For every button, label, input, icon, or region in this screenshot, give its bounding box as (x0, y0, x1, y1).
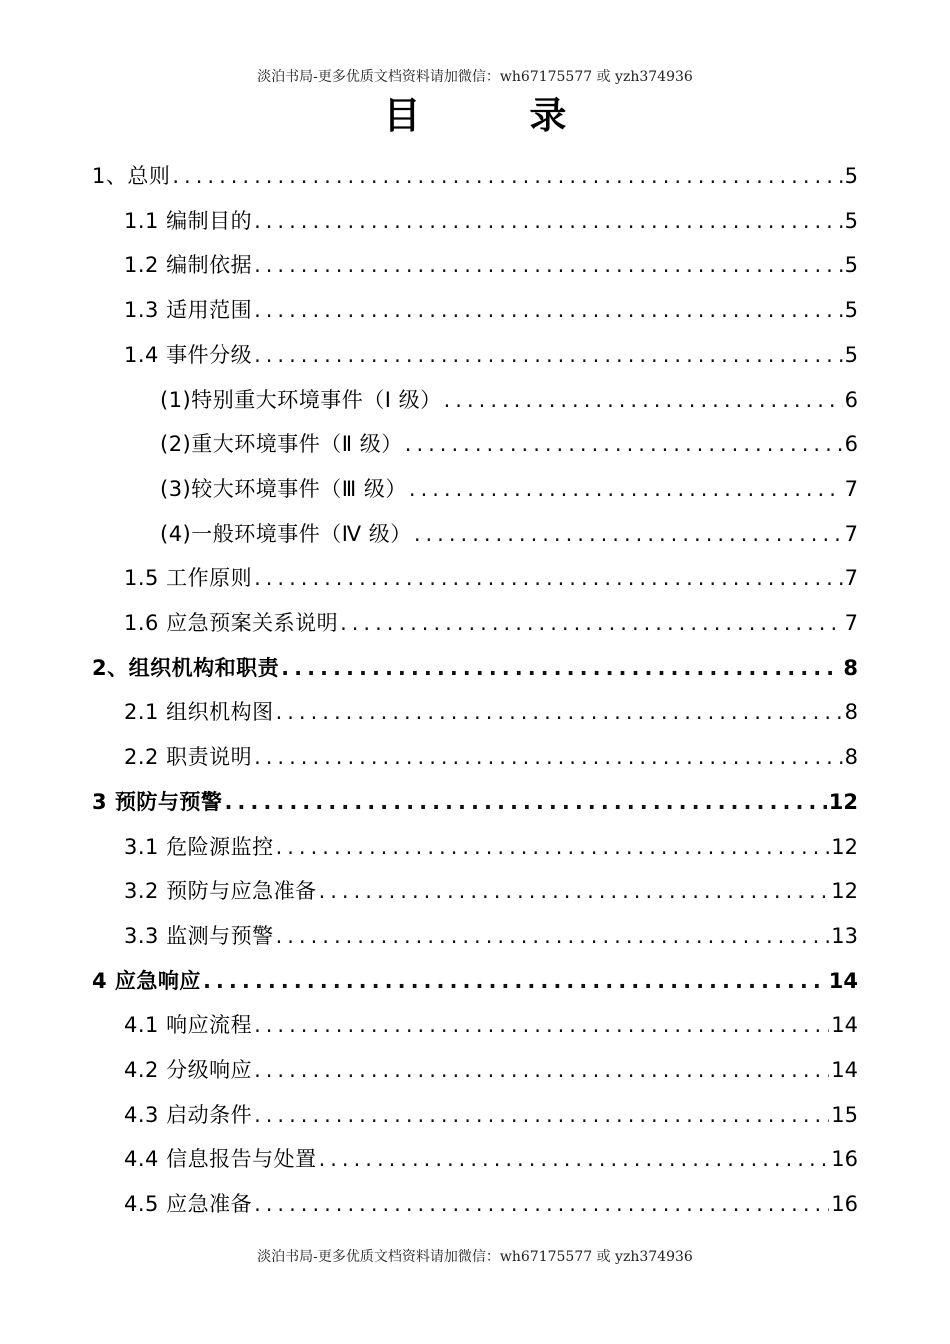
toc-entry-title: 4.1 响应流程 (124, 1013, 253, 1038)
toc-page-number: 7 (844, 566, 858, 591)
toc-dot-leader (319, 869, 830, 913)
toc-entry-title: 1.1 编制目的 (124, 208, 253, 233)
toc-entry[interactable] (124, 1003, 858, 1047)
toc-entry[interactable] (124, 914, 858, 958)
footer-watermark: 淡泊书局-更多优质文档资料请加微信：wh67175577 或 yzh374936 (257, 1249, 693, 1265)
toc-dot-leader (254, 243, 843, 287)
toc-entry[interactable] (124, 199, 858, 243)
toc-page-number: 7 (844, 611, 858, 635)
toc-entry-title: (1)特别重大环境事件（Ⅰ 级） (160, 387, 442, 412)
toc-entry[interactable] (92, 646, 858, 690)
toc-dot-leader (409, 467, 843, 511)
toc-entry[interactable] (124, 825, 858, 869)
toc-page-number: 8 (844, 700, 858, 725)
toc-entry-title: (2)重大环境事件（Ⅱ 级） (160, 432, 403, 457)
toc-entry-title: (3)较大环境事件（Ⅲ 级） (160, 476, 407, 501)
toc-dot-leader (172, 154, 842, 198)
toc-page-number: 14 (831, 1058, 858, 1082)
toc-entry[interactable] (92, 959, 858, 1003)
toc-entry[interactable] (124, 601, 858, 645)
toc-page-number: 12 (831, 834, 858, 859)
toc-entry-title: 3 预防与预警 (92, 789, 223, 814)
toc-entry-title: 1.5 工作原则 (124, 566, 253, 591)
header-watermark: 淡泊书局-更多优质文档资料请加微信：wh67175577 或 yzh374936 (257, 69, 693, 85)
toc-dot-leader (254, 199, 843, 243)
toc-dot-leader (276, 690, 843, 734)
toc-page-number: 5 (844, 253, 858, 278)
toc-entry[interactable] (124, 1093, 858, 1137)
toc-entry-title: 4 应急响应 (92, 968, 201, 993)
toc-dot-leader (405, 422, 843, 466)
toc-page-number: 8 (843, 655, 858, 680)
toc-page-number: 5 (844, 298, 858, 323)
toc-page-number: 8 (844, 745, 858, 770)
toc-dot-leader (319, 1137, 830, 1181)
toc-page-number: 15 (831, 1102, 858, 1127)
toc-page-number: 5 (844, 342, 858, 367)
toc-dot-leader (276, 825, 830, 869)
toc-entry-title: 4.4 信息报告与处置 (124, 1147, 317, 1172)
toc-entry[interactable] (160, 467, 858, 511)
toc-dot-leader (203, 959, 827, 1003)
toc-dot-leader (254, 1093, 829, 1137)
toc-entry[interactable] (160, 378, 858, 422)
toc-entry[interactable] (124, 1137, 858, 1181)
toc-dot-leader (254, 1182, 829, 1226)
toc-page-number: 5 (844, 164, 858, 188)
toc-page-number: 7 (844, 476, 858, 501)
toc-dot-leader (340, 601, 843, 645)
toc-dot-leader (254, 556, 843, 600)
toc-entry[interactable] (124, 690, 858, 734)
toc-page-number: 12 (831, 879, 858, 904)
toc-entry[interactable] (124, 869, 858, 913)
toc-entry[interactable] (124, 288, 858, 332)
toc-dot-leader (254, 1048, 829, 1092)
toc-dot-leader (281, 646, 841, 690)
toc-dot-leader (444, 378, 843, 422)
toc-entry[interactable] (124, 1048, 858, 1092)
toc-entry[interactable] (160, 422, 858, 466)
toc-entry-title: 2.2 职责说明 (124, 745, 253, 770)
toc-dot-leader (254, 288, 843, 332)
toc-dot-leader (414, 512, 843, 556)
toc-dot-leader (224, 780, 826, 824)
toc-dot-leader (254, 735, 843, 779)
page-title: 目 录 (383, 94, 615, 137)
toc-entry-title: 4.3 启动条件 (124, 1102, 253, 1127)
toc-page-number: 14 (831, 1013, 858, 1038)
toc-entry-title: 1、总则 (92, 164, 171, 188)
toc-entry[interactable] (92, 154, 858, 198)
toc-entry[interactable] (124, 243, 858, 287)
toc-page-number: 5 (844, 208, 858, 233)
toc-entry-title: 4.5 应急准备 (124, 1192, 253, 1217)
toc-entry[interactable] (92, 780, 858, 824)
toc-entry-title: 1.2 编制依据 (124, 253, 253, 278)
toc-entry-title: (4)一般环境事件（Ⅳ 级） (160, 521, 412, 546)
toc-page-number: 7 (844, 521, 858, 546)
toc-entry-title: 2、组织机构和职责 (92, 655, 280, 680)
toc-entry-title: 2.1 组织机构图 (124, 700, 274, 725)
toc-entry-title: 1.3 适用范围 (124, 298, 253, 323)
toc-page-number: 14 (828, 968, 858, 993)
toc-dot-leader (254, 1003, 829, 1047)
toc-entry[interactable] (124, 556, 858, 600)
toc-entry-title: 3.2 预防与应急准备 (124, 879, 317, 904)
toc-page-number: 16 (831, 1192, 858, 1217)
toc-dot-leader (276, 914, 830, 958)
toc-page-number: 13 (831, 923, 858, 948)
toc-entry-title: 4.2 分级响应 (124, 1058, 253, 1082)
toc-entry-title: 3.1 危险源监控 (124, 834, 274, 859)
toc-page-number: 12 (828, 789, 858, 814)
toc-page-number: 16 (831, 1147, 858, 1172)
toc-entry-title: 3.3 监测与预警 (124, 923, 274, 948)
toc-entry-title: 1.4 事件分级 (124, 342, 253, 367)
toc-dot-leader (254, 333, 843, 377)
toc-entry[interactable] (124, 333, 858, 377)
toc-page-number: 6 (844, 432, 858, 457)
toc-entry[interactable] (124, 1182, 858, 1226)
toc-page-number: 6 (844, 387, 858, 412)
toc-entry[interactable] (124, 735, 858, 779)
toc-entry-title: 1.6 应急预案关系说明 (124, 611, 339, 635)
toc-entry[interactable] (160, 512, 858, 556)
